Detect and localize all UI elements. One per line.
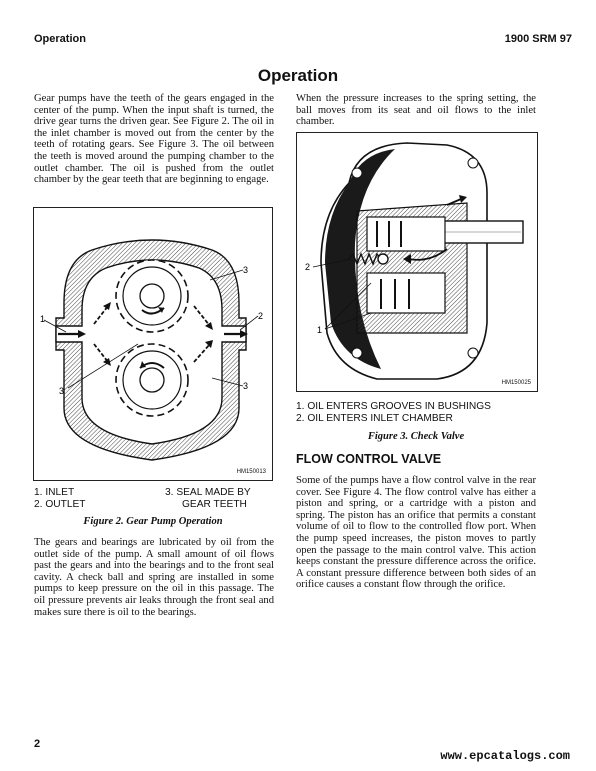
check-valve-diagram [297,133,537,391]
legend-item-inlet: 1. INLET [34,487,75,498]
callout-bushing-grooves: 1 [317,325,323,335]
watermark: www.epcatalogs.com [440,749,570,763]
check-valve-paragraph: When the pressure increases to the spring setting, the ball moves from its seat and oil flows to the inlet chamber. [296,93,536,128]
page-number: 2 [34,738,41,750]
drive-gear [116,260,188,332]
callout-seal-center: 3 [59,386,65,396]
figure-3-legend [296,401,491,424]
legend-item-inlet-chamber: 2. OIL ENTERS INLET CHAMBER [296,412,453,424]
callout-inlet-chamber: 2 [305,262,311,272]
callout-seal-upper: 3 [243,265,249,275]
figure-2-id: HM150013 [236,469,266,475]
callout-inlet: 1 [40,314,46,324]
driven-gear [116,344,188,416]
figure-2-legend-left [34,487,86,510]
figure-3-caption: Figure 3. Check Valve [367,431,465,442]
callout-outlet: 2 [258,311,264,321]
legend-item-seal-cont: GEAR TEETH [182,498,247,510]
legend-item-seal: 3. SEAL MADE BY [165,487,251,498]
legend-item-outlet: 2. OUTLET [34,498,86,510]
running-header-doc-id: 1900 SRM 97 [504,33,572,45]
flow-control-paragraph: Some of the pumps have a flow control valve in the rear cover. See Figure 4. The flow control valve has either a piston and spring, or a cartridge with a piston and spring. The piston has an orifice that permits a constant volume of oil to flow to the controlled flow port. When the pump speed increases, the piston moves to partly open the passage to the main control valve. This action keeps constant the pressure difference across the orifice. A constant pressure difference between both sides of an orifice causes a constant flow through the orifice. [296,475,536,591]
gear-pump-diagram [34,208,272,480]
figure-2-caption: Figure 2. Gear Pump Operation [83,516,223,527]
section-heading: FLOW CONTROL VALVE [296,452,442,466]
intro-paragraph: Gear pumps have the teeth of the gears engaged in the center of the pump. When the input shaft is turned, the drive gear turns the driven gear. See Figure 2. The oil in the inlet chamber is moved out from the center by the teeth of rotating gears. See Figure 3. The oil between the teeth is moved around the pumping chamber to the outlet chamber. The oil is pushed from the outlet chamber by the gear teeth that are beginning to engage. [34,93,274,186]
figure-2-gear-pump [33,207,273,481]
figure-3-id: HM150025 [501,380,531,386]
figure-2-legend-right [165,487,251,510]
figure-3-check-valve [296,132,538,392]
page-title: Operation [257,66,339,85]
running-header-section: Operation [34,33,86,45]
legend-item-grooves: 1. OIL ENTERS GROOVES IN BUSHINGS [296,401,491,412]
callout-seal-lower: 3 [243,381,249,391]
lubrication-paragraph: The gears and bearings are lubricated by oil from the outlet side of the pump. A small amount of oil flows past the gears and into the bearings and to the front seal cavity. A check ball and spring are installed in some pumps to keep pressure on the oil in this passage. The oil pressure prevents air leaks through the front seal and makes sure there is oil to the bearings. [34,537,274,618]
